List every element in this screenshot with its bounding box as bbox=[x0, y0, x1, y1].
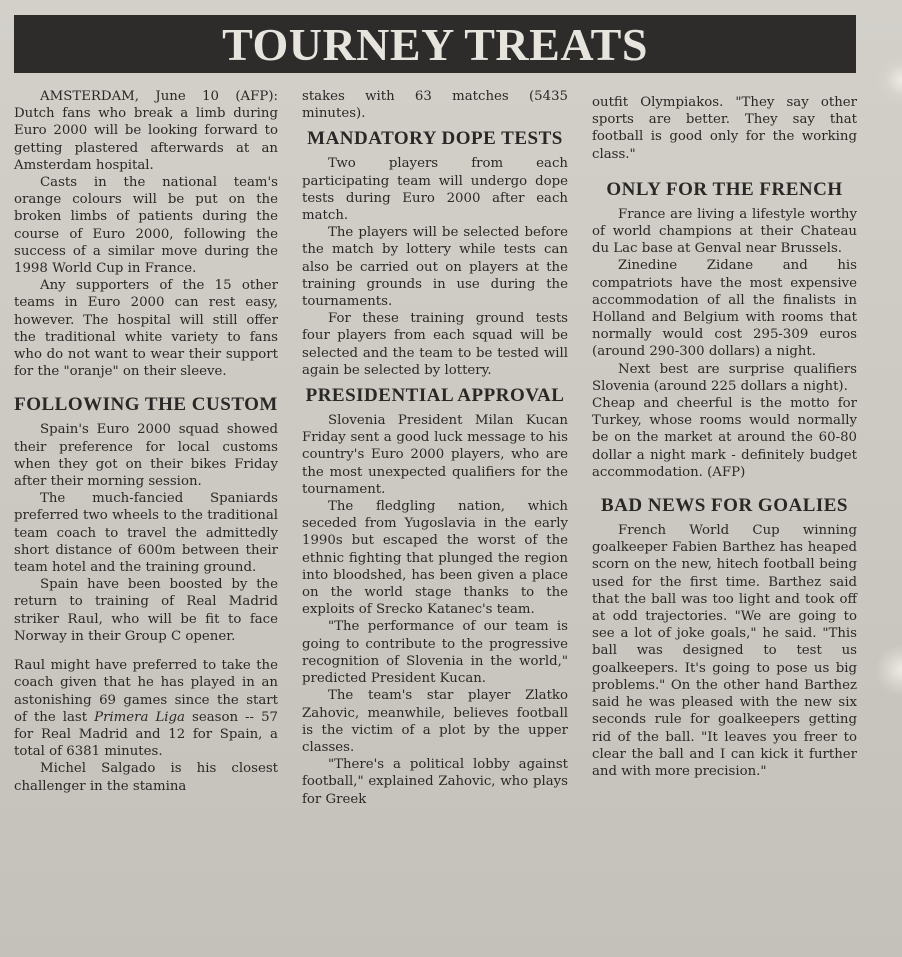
section-heading-dope: MANDATORY DOPE TESTS bbox=[307, 128, 563, 150]
article-paragraph: Casts in the national team's orange colours will be put on the broken limbs of patients during the course of Euro 2000, following the success of a similar move during the 1998 World Cup in France. bbox=[14, 175, 278, 277]
page-edge-tear bbox=[876, 55, 902, 105]
column-3 bbox=[592, 94, 857, 780]
article-paragraph: Michel Salgado is his closest challenger in the stamina bbox=[14, 761, 278, 794]
section-heading-french: ONLY FOR THE FRENCH bbox=[606, 178, 843, 200]
article-paragraph: Two players from each participating team will undergo dope tests during Euro 2000 after each match. bbox=[302, 156, 568, 224]
article-paragraph: The fledgling nation, which seceded from Yugoslavia in the early 1990s but escaped the worst of the ethnic fighting that plunged the region into bloodshed, has been given a place on the world stage thanks to the exploits of Srecko Katanec's team. bbox=[302, 499, 568, 618]
article-paragraph: Cheap and cheerful is the motto for Turkey, whose rooms would normally be on the market at around the 60-80 dollar a night mark - definitely budget accommodation. (AFP) bbox=[592, 396, 857, 480]
column-1 bbox=[14, 88, 278, 795]
article-paragraph: stakes with 63 matches (5435 minutes). bbox=[302, 89, 568, 122]
article-paragraph: "There's a political lobby against football," explained Zahovic, who plays for Greek bbox=[302, 757, 568, 807]
article-paragraph: Spain have been boosted by the return to training of Real Madrid striker Raul, who will be fit to face Norway in their Group C opener. bbox=[14, 577, 278, 644]
article-paragraph: Zinedine Zidane and his compatriots have the most expensive accommodation of all the finalists in Holland and Belgium with rooms that normally would cost 295-309 euros (around 290-300 dollars) a night. bbox=[592, 258, 857, 360]
article-paragraph: The players will be selected before the match by lottery while tests can also be carried out on players at the training grounds in use during the tournaments. bbox=[302, 225, 568, 310]
article-paragraph: AMSTERDAM, June 10 (AFP): Dutch fans who break a limb during Euro 2000 will be looking forward to getting plastered afterwards at an Amsterdam hospital. bbox=[14, 89, 278, 173]
article-paragraph: Spain's Euro 2000 squad showed their preference for local customs when they got on their bikes Friday after their morning session. bbox=[14, 422, 278, 490]
article-paragraph: outfit Olympiakos. "They say other sports are better. They say that football is good only for the working class." bbox=[592, 95, 857, 162]
column-2 bbox=[302, 88, 568, 808]
article-paragraph: Any supporters of the 15 other teams in Euro 2000 can rest easy, however. The hospital will still offer the traditional white variety to fans who do not want to wear their support for the "oranje" on their sleeve. bbox=[14, 278, 278, 380]
article-paragraph: "The performance of our team is going to contribute to the progressive recognition of Slovenia in the world," predicted President Kucan. bbox=[302, 619, 568, 687]
article-paragraph: Raul might have preferred to take the coach given that he has played in an astonishing 69 games since the start of the last Primera Liga season -- 57 for Real Madrid and 12 for Spain, a total of 6381 minutes. bbox=[14, 658, 278, 760]
section-heading-goalies: BAD NEWS FOR GOALIES bbox=[600, 495, 849, 517]
article-paragraph: Next best are surprise qualifiers Slovenia (around 225 dollars a night). bbox=[592, 361, 857, 394]
article-paragraph: France are living a lifestyle worthy of world champions at their Chateau du Lac base at Genval near Brussels. bbox=[592, 206, 857, 257]
article-paragraph: The team's star player Zlatko Zahovic, meanwhile, believes football is the victim of a plot by the upper classes. bbox=[302, 688, 568, 755]
headline: TOURNEY TREATS bbox=[222, 18, 648, 70]
article-paragraph: The much-fancied Spaniards preferred two wheels to the traditional team coach to travel the admittedly short distance of 600m between their team hotel and the training ground. bbox=[14, 491, 278, 576]
article-paragraph: Slovenia President Milan Kucan Friday sent a good luck message to his country's Euro 2000 players, who are the most unexpected qualifiers for the tournament. bbox=[302, 413, 568, 497]
section-heading-presidential: PRESIDENTIAL APPROVAL bbox=[305, 385, 565, 407]
article-paragraph: For these training ground tests four players from each squad will be selected and the team to be tested will again be selected by lottery. bbox=[302, 311, 568, 378]
article-paragraph: French World Cup winning goalkeeper Fabien Barthez has heaped scorn on the new, hitech football being used for the first time. Barthez said that the ball was too light and took off at odd trajectories. "We are going to see a lot of joke goals," he said. "This ball was designed to test us goalkeepers. It's going to pose us big problems." On the other hand Barthez said he was pleased with the new six seconds rule for goalkeepers getting rid of the ball. "It leaves you freer to clear the ball and I can kick it further and with more precision." bbox=[592, 523, 857, 779]
headline-banner bbox=[14, 15, 856, 73]
section-heading-custom: FOLLOWING THE CUSTOM bbox=[14, 394, 278, 416]
league-name: Primera Liga bbox=[94, 709, 185, 725]
page-edge-tear bbox=[876, 645, 902, 695]
